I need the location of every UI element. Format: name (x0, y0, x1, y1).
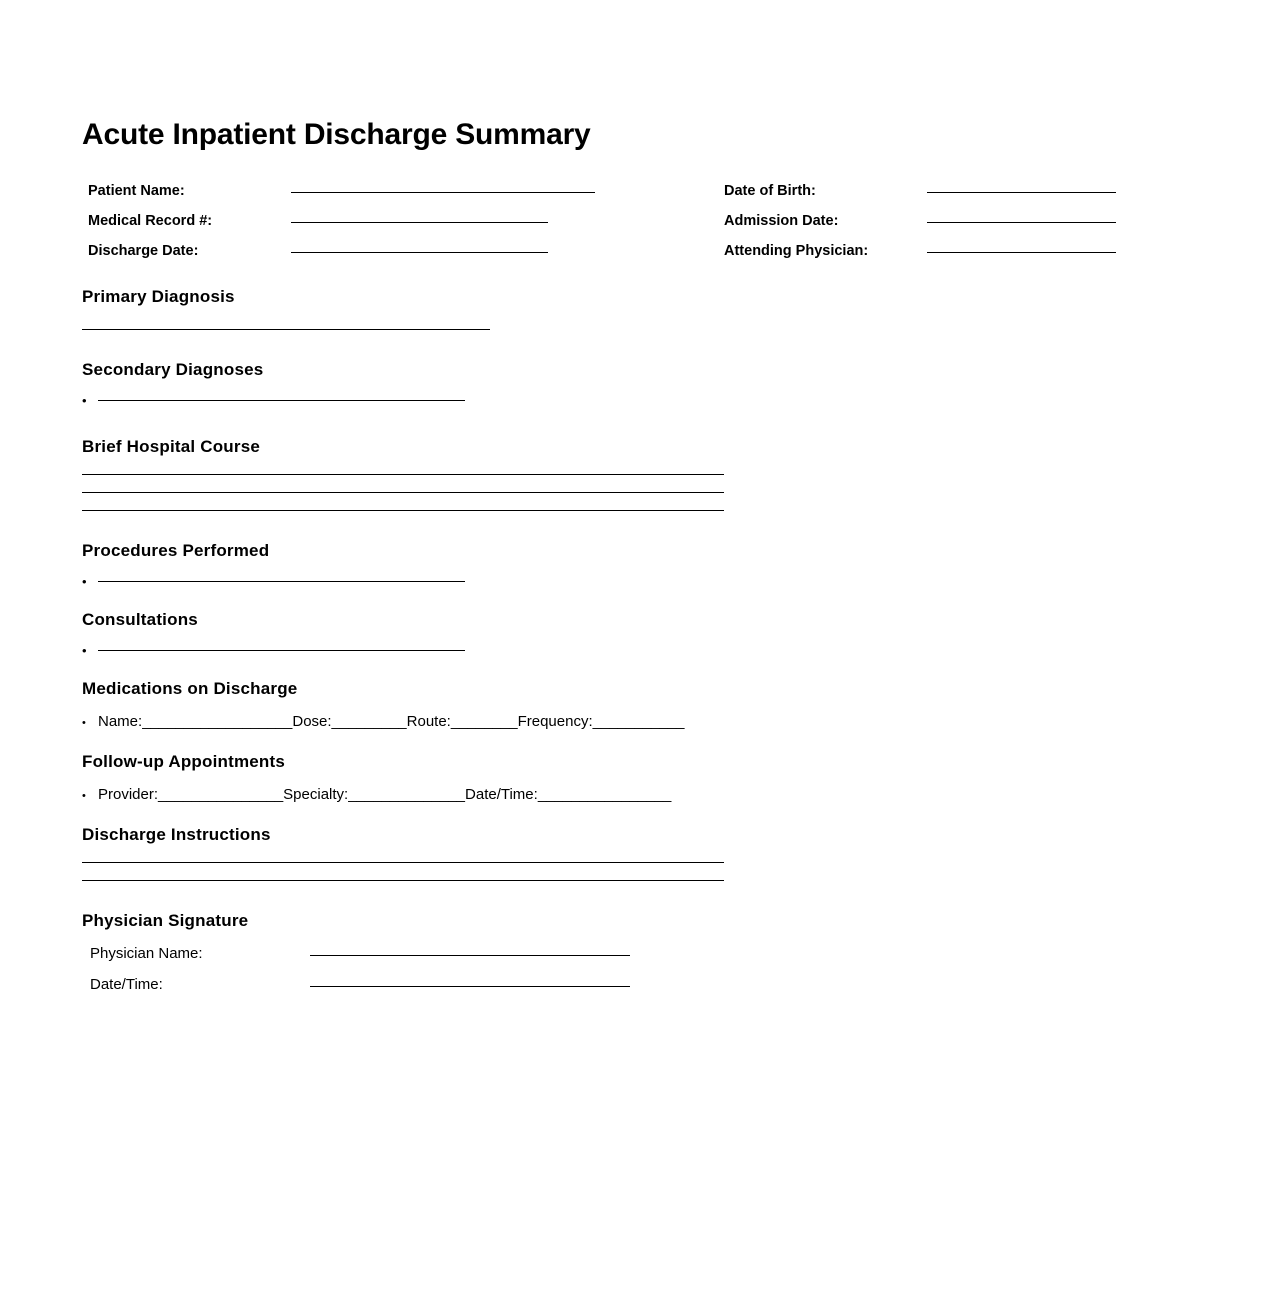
field-label-medical-record-number: Medical Record #: (88, 213, 213, 229)
spacer (82, 881, 1122, 911)
section-heading-procedures-performed: Procedures Performed (82, 541, 270, 560)
field-label-physician-name: Physician Name: (90, 945, 203, 962)
ruled-line[interactable] (82, 492, 724, 493)
patient-header-fields (82, 183, 1122, 273)
field-input-attending-physician[interactable] (927, 252, 1116, 253)
section-heading-brief-hospital-course: Brief Hospital Course (82, 437, 261, 456)
spacer (82, 772, 1122, 786)
spacer (82, 380, 1122, 394)
spacer (82, 407, 1122, 437)
medication-frequency-input[interactable]: ___________ (592, 713, 685, 730)
medication-route-input[interactable]: ________ (450, 713, 518, 730)
field-label-date-of-birth: Date of Birth: (724, 183, 816, 199)
spacer (82, 657, 1122, 679)
field-label-patient-name: Patient Name: (88, 183, 185, 199)
field-patient-name (88, 183, 648, 213)
section-heading-consultations: Consultations (82, 610, 198, 629)
spacer (82, 730, 1122, 752)
list-item-followup-appointment (82, 786, 1122, 803)
bullet-icon: • (82, 643, 87, 658)
field-signature-datetime (82, 976, 1122, 1007)
list-item-consultation (82, 644, 1122, 657)
field-label-admission-date: Admission Date: (724, 213, 839, 229)
field-label-discharge-date: Discharge Date: (88, 243, 199, 259)
field-physician-name (82, 945, 1122, 976)
bullet-icon: • (82, 574, 87, 589)
followup-specialty-input[interactable]: ______________ (348, 786, 466, 803)
medication-name-input[interactable]: __________________ (142, 713, 293, 730)
field-admission-date (724, 213, 1124, 243)
section-heading-physician-signature: Physician Signature (82, 911, 249, 930)
bullet-icon: • (82, 790, 86, 802)
followup-datetime-input[interactable]: ________________ (537, 786, 672, 803)
field-discharge-date (88, 243, 648, 273)
input-consultation[interactable] (98, 650, 465, 651)
input-procedure[interactable] (98, 581, 465, 582)
list-item-medication (82, 713, 1122, 730)
spacer (82, 699, 1122, 713)
medication-name-label: Name: (98, 713, 143, 730)
bullet-icon: • (82, 393, 87, 408)
field-attending-physician (724, 243, 1124, 273)
header-column-right (724, 183, 1124, 273)
followup-datetime-label: Date/Time: (465, 786, 538, 803)
field-input-signature-datetime[interactable] (310, 986, 630, 987)
field-input-date-of-birth[interactable] (927, 192, 1116, 193)
field-input-admission-date[interactable] (927, 222, 1116, 223)
medication-route-label: Route: (406, 713, 451, 730)
spacer (82, 307, 1122, 329)
input-secondary-diagnosis[interactable] (98, 400, 465, 401)
spacer (82, 330, 1122, 360)
header-column-left (88, 183, 648, 273)
field-date-of-birth (724, 183, 1124, 213)
field-label-signature-datetime: Date/Time: (90, 976, 163, 993)
discharge-summary-form (82, 118, 1122, 1007)
medication-frequency-label: Frequency: (517, 713, 593, 730)
spacer (82, 511, 1122, 541)
field-input-discharge-date[interactable] (291, 252, 548, 253)
section-heading-discharge-instructions: Discharge Instructions (82, 825, 271, 844)
list-item-procedure (82, 575, 1122, 588)
followup-provider-label: Provider: (98, 786, 159, 803)
spacer (82, 803, 1122, 825)
spacer (82, 561, 1122, 575)
section-heading-followup-appointments: Follow-up Appointments (82, 752, 286, 771)
medication-dose-input[interactable]: _________ (331, 713, 407, 730)
input-brief-hospital-course[interactable] (82, 474, 1122, 511)
medication-dose-label: Dose: (292, 713, 332, 730)
ruled-line[interactable] (82, 474, 724, 475)
section-heading-secondary-diagnoses: Secondary Diagnoses (82, 360, 264, 379)
field-medical-record-number (88, 213, 648, 243)
spacer (82, 630, 1122, 644)
followup-provider-input[interactable]: _______________ (158, 786, 284, 803)
page-title: Acute Inpatient Discharge Summary (82, 118, 591, 151)
list-item-secondary-diagnosis (82, 394, 1122, 407)
ruled-line[interactable] (82, 862, 724, 863)
followup-specialty-label: Specialty: (283, 786, 349, 803)
field-input-physician-name[interactable] (310, 955, 630, 956)
spacer (82, 588, 1122, 610)
field-input-medical-record-number[interactable] (291, 222, 548, 223)
section-heading-primary-diagnosis: Primary Diagnosis (82, 287, 235, 306)
field-label-attending-physician: Attending Physician: (724, 243, 869, 259)
input-discharge-instructions[interactable] (82, 862, 1122, 881)
section-heading-medications-on-discharge: Medications on Discharge (82, 679, 298, 698)
bullet-icon: • (82, 717, 86, 729)
spacer (82, 931, 1122, 945)
field-input-patient-name[interactable] (291, 192, 595, 193)
